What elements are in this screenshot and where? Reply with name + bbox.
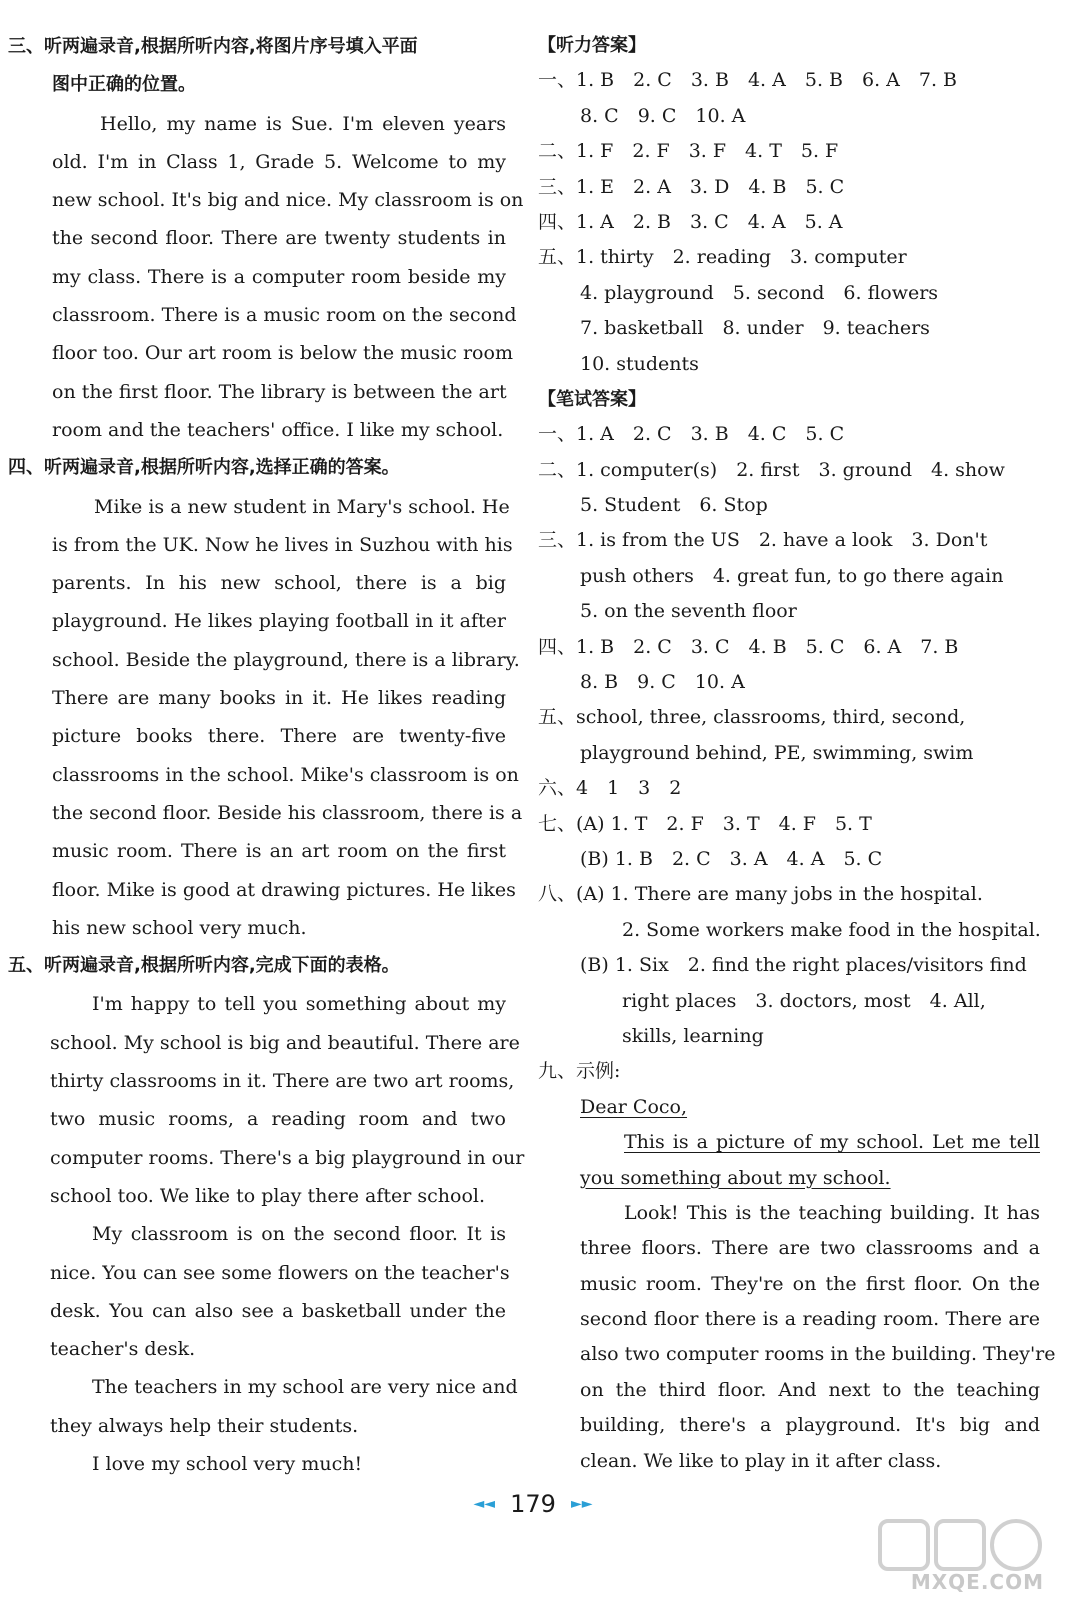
answer-line: 四、1. A 2. B 3. C 4. A 5. A xyxy=(538,210,843,233)
text-line: My classroom is on the second floor. It is xyxy=(92,1223,506,1246)
text-line: floor. Mike is good at drawing pictures. He likes xyxy=(52,878,516,901)
letter-body-line: second floor there is a reading room. There are xyxy=(580,1308,1040,1331)
section-4-heading: 四、听两遍录音,根据所听内容,选择正确的答案。 xyxy=(8,457,400,479)
text-line: nice. You can see some flowers on the teacher's xyxy=(50,1261,510,1284)
section-3-heading-cont: 图中正确的位置。 xyxy=(52,74,196,96)
answer-line: right places 3. doctors, most 4. All, xyxy=(622,989,986,1012)
letter-intro-line: you something about my school. xyxy=(580,1166,891,1189)
answer-line: 10. students xyxy=(580,352,699,375)
text-line: classrooms in the school. Mike's classroom is on xyxy=(52,763,519,786)
answer-line: 7. basketball 8. under 9. teachers xyxy=(580,317,930,340)
answer-line: 一、1. B 2. C 3. B 4. A 5. B 6. A 7. B xyxy=(538,69,958,92)
answer-line: 二、1. computer(s) 2. first 3. ground 4. show xyxy=(538,458,1005,481)
text-line: I love my school very much! xyxy=(92,1452,363,1475)
text-line: Mike is a new student in Mary's school. He xyxy=(94,495,510,518)
text-line: parents. In his new school, there is a big xyxy=(52,572,506,595)
text-line: on the first floor. The library is between the art xyxy=(52,380,507,403)
text-line: two music rooms, a reading room and two xyxy=(50,1108,506,1131)
text-line: new school. It's big and nice. My classroom is on xyxy=(52,189,524,212)
text-line: music room. There is an art room on the first xyxy=(52,840,506,863)
answer-line: 六、4 1 3 2 xyxy=(538,777,682,800)
answer-line: 三、1. E 2. A 3. D 4. B 5. C xyxy=(538,175,845,198)
answer-line: 二、1. F 2. F 3. F 4. T 5. F xyxy=(538,140,839,163)
text-line: teacher's desk. xyxy=(50,1338,196,1361)
text-line: playground. He likes playing football in it after xyxy=(52,610,506,633)
answer-line: 8. B 9. C 10. A xyxy=(580,671,745,694)
answer-line: 一、1. A 2. C 3. B 4. C 5. C xyxy=(538,423,845,446)
answer-line: 四、1. B 2. C 3. C 4. B 5. C 6. A 7. B xyxy=(538,635,959,658)
text-line: school. My school is big and beautiful. There are xyxy=(50,1031,520,1054)
text-line: school too. We like to play there after school. xyxy=(50,1184,486,1207)
answer-line: (B) 1. Six 2. find the right places/visitors find xyxy=(580,954,1027,977)
answer-line: 5. Student 6. Stop xyxy=(580,494,768,517)
answer-line: 八、(A) 1. There are many jobs in the hospital. xyxy=(538,883,983,906)
letter-greeting: Dear Coco, xyxy=(580,1095,688,1118)
answer-line: playground behind, PE, swimming, swim xyxy=(580,741,974,764)
answer-line: 七、(A) 1. T 2. F 3. T 4. F 5. T xyxy=(538,812,872,835)
text-line: my class. There is a computer room beside my xyxy=(52,265,506,288)
text-line: they always help their students. xyxy=(50,1414,359,1437)
text-line: I'm happy to tell you something about my xyxy=(92,993,506,1016)
answer-line: skills, learning xyxy=(622,1024,764,1047)
answer-line: 5. on the seventh floor xyxy=(580,600,797,623)
answer-line: (B) 1. B 2. C 3. A 4. A 5. C xyxy=(580,847,883,870)
answer-line: 五、1. thirty 2. reading 3. computer xyxy=(538,246,907,269)
watermark-logo-icon xyxy=(876,1515,1046,1575)
answer-line: 4. playground 5. second 6. flowers xyxy=(580,281,939,304)
right-column xyxy=(538,28,1056,1479)
text-line: computer rooms. There's a big playground in our xyxy=(50,1146,525,1169)
answer-line: 三、1. is from the US 2. have a look 3. Don't xyxy=(538,529,988,552)
text-line: his new school very much. xyxy=(52,916,307,939)
text-line: desk. You can also see a basketball under the xyxy=(50,1299,506,1322)
text-line: picture books there. There are twenty-five xyxy=(52,725,506,748)
section-5-heading: 五、听两遍录音,根据所听内容,完成下面的表格。 xyxy=(8,955,400,977)
answer-line: 五、school, three, classrooms, third, second, xyxy=(538,706,966,729)
text-line: the second floor. There are twenty students in xyxy=(52,227,506,250)
text-line: floor too. Our art room is below the music room xyxy=(52,342,513,365)
text-line: thirty classrooms in it. There are two art rooms, xyxy=(50,1070,515,1093)
section-3-heading: 三、听两遍录音,根据所听内容,将图片序号填入平面 xyxy=(8,36,418,57)
letter-body-line: three floors. There are two classrooms and a xyxy=(580,1237,1040,1260)
watermark-site-text: MXQE.COM xyxy=(910,1570,1044,1594)
text-line: old. I'm in Class 1, Grade 5. Welcome to my xyxy=(52,150,506,173)
text-line: school. Beside the playground, there is a library. xyxy=(52,648,520,671)
left-column xyxy=(8,28,525,1483)
letter-body-line: clean. We like to play in it after class. xyxy=(580,1449,942,1472)
answer-line: 2. Some workers make food in the hospital. xyxy=(622,918,1041,941)
answer-line: 8. C 9. C 10. A xyxy=(580,104,746,127)
double-right-arrow-icon: ►► xyxy=(571,1496,593,1512)
letter-body-line: on the third floor. And next to the teaching xyxy=(580,1378,1040,1401)
listening-answers-heading: 【听力答案】 xyxy=(538,35,646,56)
text-line: room and the teachers' office. I like my school. xyxy=(52,418,504,441)
letter-body-line: Look! This is the teaching building. It has xyxy=(624,1201,1040,1224)
double-left-arrow-icon: ◄◄ xyxy=(473,1496,495,1512)
answer-line: 九、示例: xyxy=(538,1060,621,1083)
answer-line: push others 4. great fun, to go there again xyxy=(580,564,1004,587)
page-number: 179 xyxy=(510,1490,556,1518)
text-line: is from the UK. Now he lives in Suzhou with his xyxy=(52,533,513,556)
text-line: There are many books in it. He likes reading xyxy=(52,687,506,710)
letter-body-line: building, there's a playground. It's big and xyxy=(580,1414,1040,1437)
text-line: The teachers in my school are very nice and xyxy=(92,1376,518,1399)
letter-body-line: music room. They're on the first floor. On the xyxy=(580,1272,1040,1295)
written-answers-heading: 【笔试答案】 xyxy=(538,388,646,410)
text-line: Hello, my name is Sue. I'm eleven years xyxy=(100,112,506,135)
letter-intro-line: This is a picture of my school. Let me tell xyxy=(624,1131,1040,1154)
text-line: the second floor. Beside his classroom, there is a xyxy=(52,801,523,824)
text-line: classroom. There is a music room on the second xyxy=(52,304,517,327)
letter-body-line: also two computer rooms in the building. They're xyxy=(580,1343,1056,1366)
